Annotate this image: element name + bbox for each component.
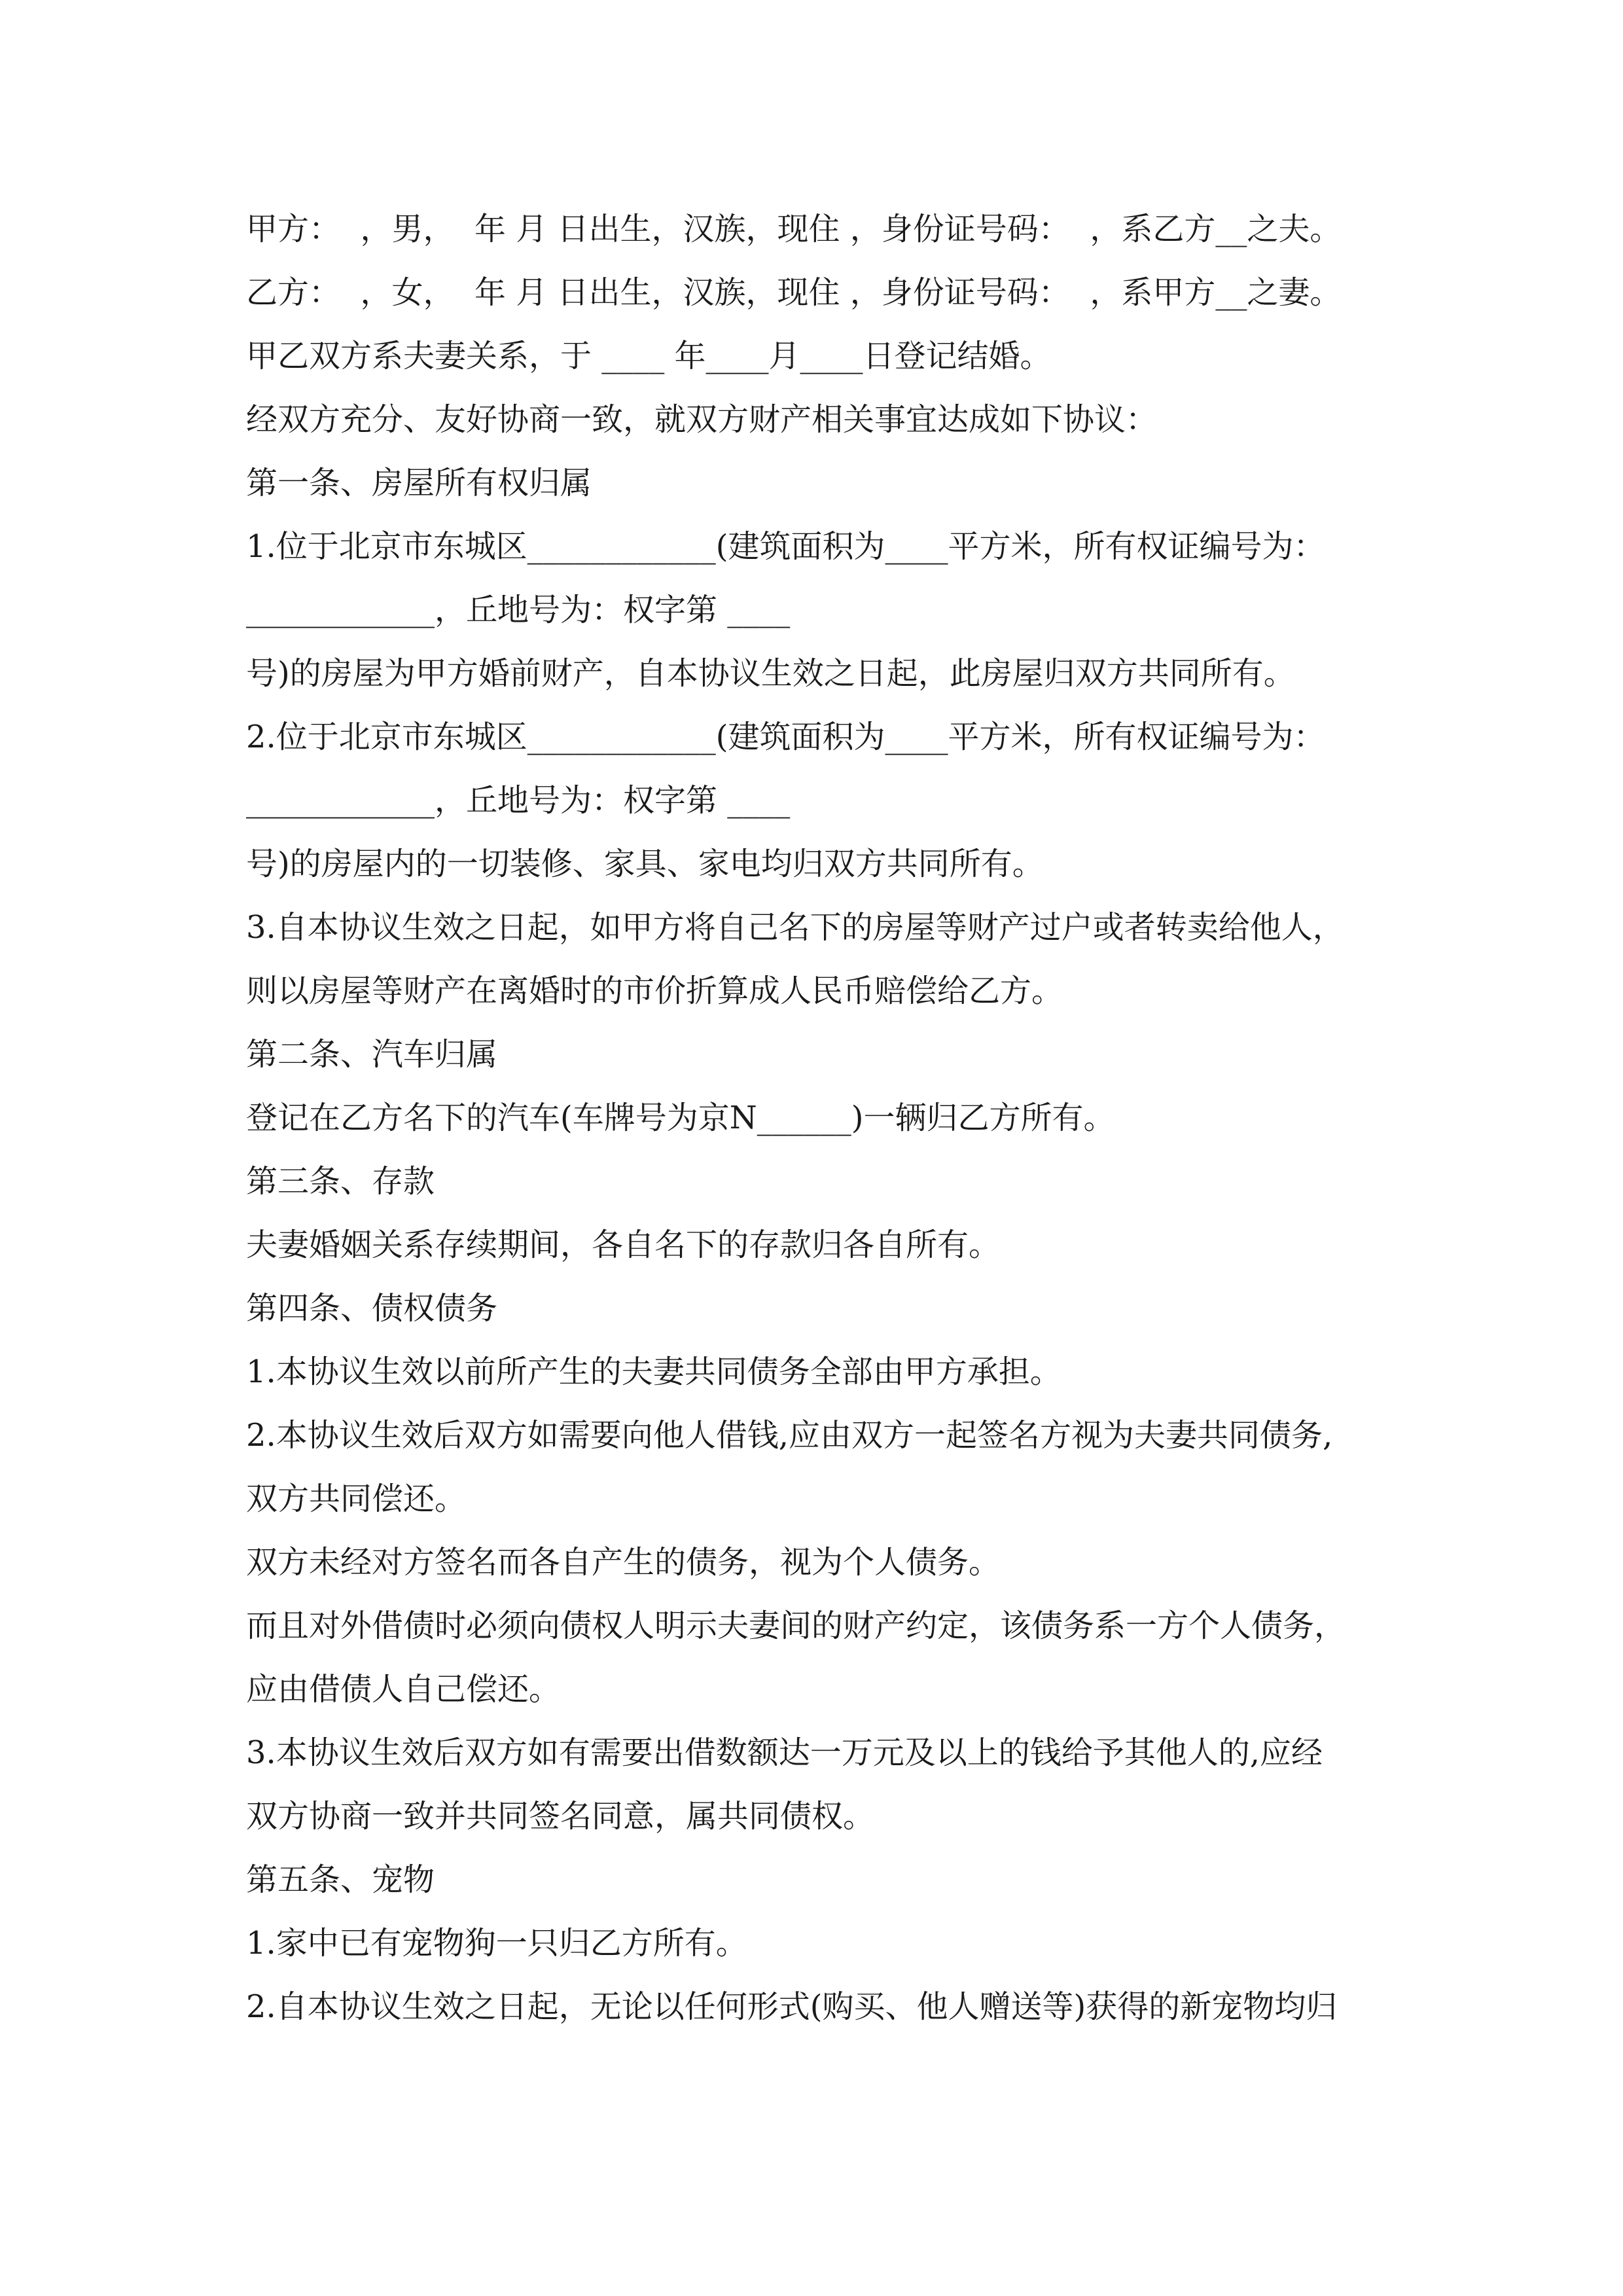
article-4-item-2-line-2: 双方共同偿还。 (246, 1480, 467, 1517)
article-1-item-2-line-2: ____________，丘地号为：权字第 ____ (246, 782, 791, 819)
article-4-disclosure-line-1: 而且对外借债时必须向债权人明示夫妻间的财产约定，该债务系一方个人债务， (246, 1607, 1346, 1644)
article-1-item-1-line-2: ____________，丘地号为：权字第 ____ (246, 592, 791, 628)
article-2-text: 登记在乙方名下的汽车(车牌号为京N______)一辆归乙方所有。 (246, 1100, 1115, 1136)
article-4-heading: 第四条、债权债务 (246, 1290, 498, 1327)
article-4-personal-debt: 双方未经对方签名而各自产生的债务，视为个人债务。 (246, 1544, 1001, 1581)
article-1-heading: 第一条、房屋所有权归属 (246, 465, 592, 501)
article-4-item-3-line-2: 双方协商一致并共同签名同意，属共同债权。 (246, 1798, 875, 1835)
article-5-item-1: 1.家中已有宠物狗一只归乙方所有。 (246, 1925, 747, 1962)
article-1-item-1-line-1: 1.位于北京市东城区____________(建筑面积为____平方米，所有权证编号为： (246, 528, 1325, 565)
article-1-item-1-line-3: 号)的房屋为甲方婚前财产，自本协议生效之日起，此房屋归双方共同所有。 (246, 655, 1295, 692)
article-1-item-3-line-1: 3.自本协议生效之日起，如甲方将自己名下的房屋等财产过户或者转卖给他人， (246, 909, 1344, 946)
article-4-item-2-line-1: 2.本协议生效后双方如需要向他人借钱,应由双方一起签名方视为夫妻共同债务, (246, 1417, 1333, 1454)
article-1-item-3-line-2: 则以房屋等财产在离婚时的市价折算成人民币赔偿给乙方。 (246, 973, 1063, 1009)
article-2-heading: 第二条、汽车归属 (246, 1036, 498, 1073)
agreement-intro: 经双方充分、友好协商一致，就双方财产相关事宜达成如下协议： (246, 401, 1158, 438)
party-b-info: 乙方： ，女， 年 月 日出生，汉族，现住 ，身份证号码： ，系甲方__之妻。 (246, 274, 1342, 311)
article-4-item-3-line-1: 3.本协议生效后双方如有需要出借数额达一万元及以上的钱给予其他人的,应经 (246, 1734, 1323, 1771)
article-4-item-1: 1.本协议生效以前所产生的夫妻共同债务全部由甲方承担。 (246, 1354, 1061, 1390)
party-a-info: 甲方： ，男， 年 月 日出生，汉族，现住 ，身份证号码： ，系乙方__之夫。 (246, 211, 1342, 247)
article-5-heading: 第五条、宠物 (246, 1861, 435, 1898)
article-5-item-2: 2.自本协议生效之日起，无论以任何形式(购买、他人赠送等)获得的新宠物均归 (246, 1988, 1338, 2025)
article-4-disclosure-line-2: 应由借债人自己偿还。 (246, 1671, 561, 1708)
article-3-heading: 第三条、存款 (246, 1163, 435, 1200)
article-3-text: 夫妻婚姻关系存续期间，各自名下的存款归各自所有。 (246, 1227, 1001, 1263)
marriage-registration: 甲乙双方系夫妻关系，于 ____ 年____月____日登记结婚。 (246, 338, 1052, 374)
article-1-item-2-line-3: 号)的房屋内的一切装修、家具、家电均归双方共同所有。 (246, 846, 1044, 882)
article-1-item-2-line-1: 2.位于北京市东城区____________(建筑面积为____平方米，所有权证编号为： (246, 719, 1325, 755)
